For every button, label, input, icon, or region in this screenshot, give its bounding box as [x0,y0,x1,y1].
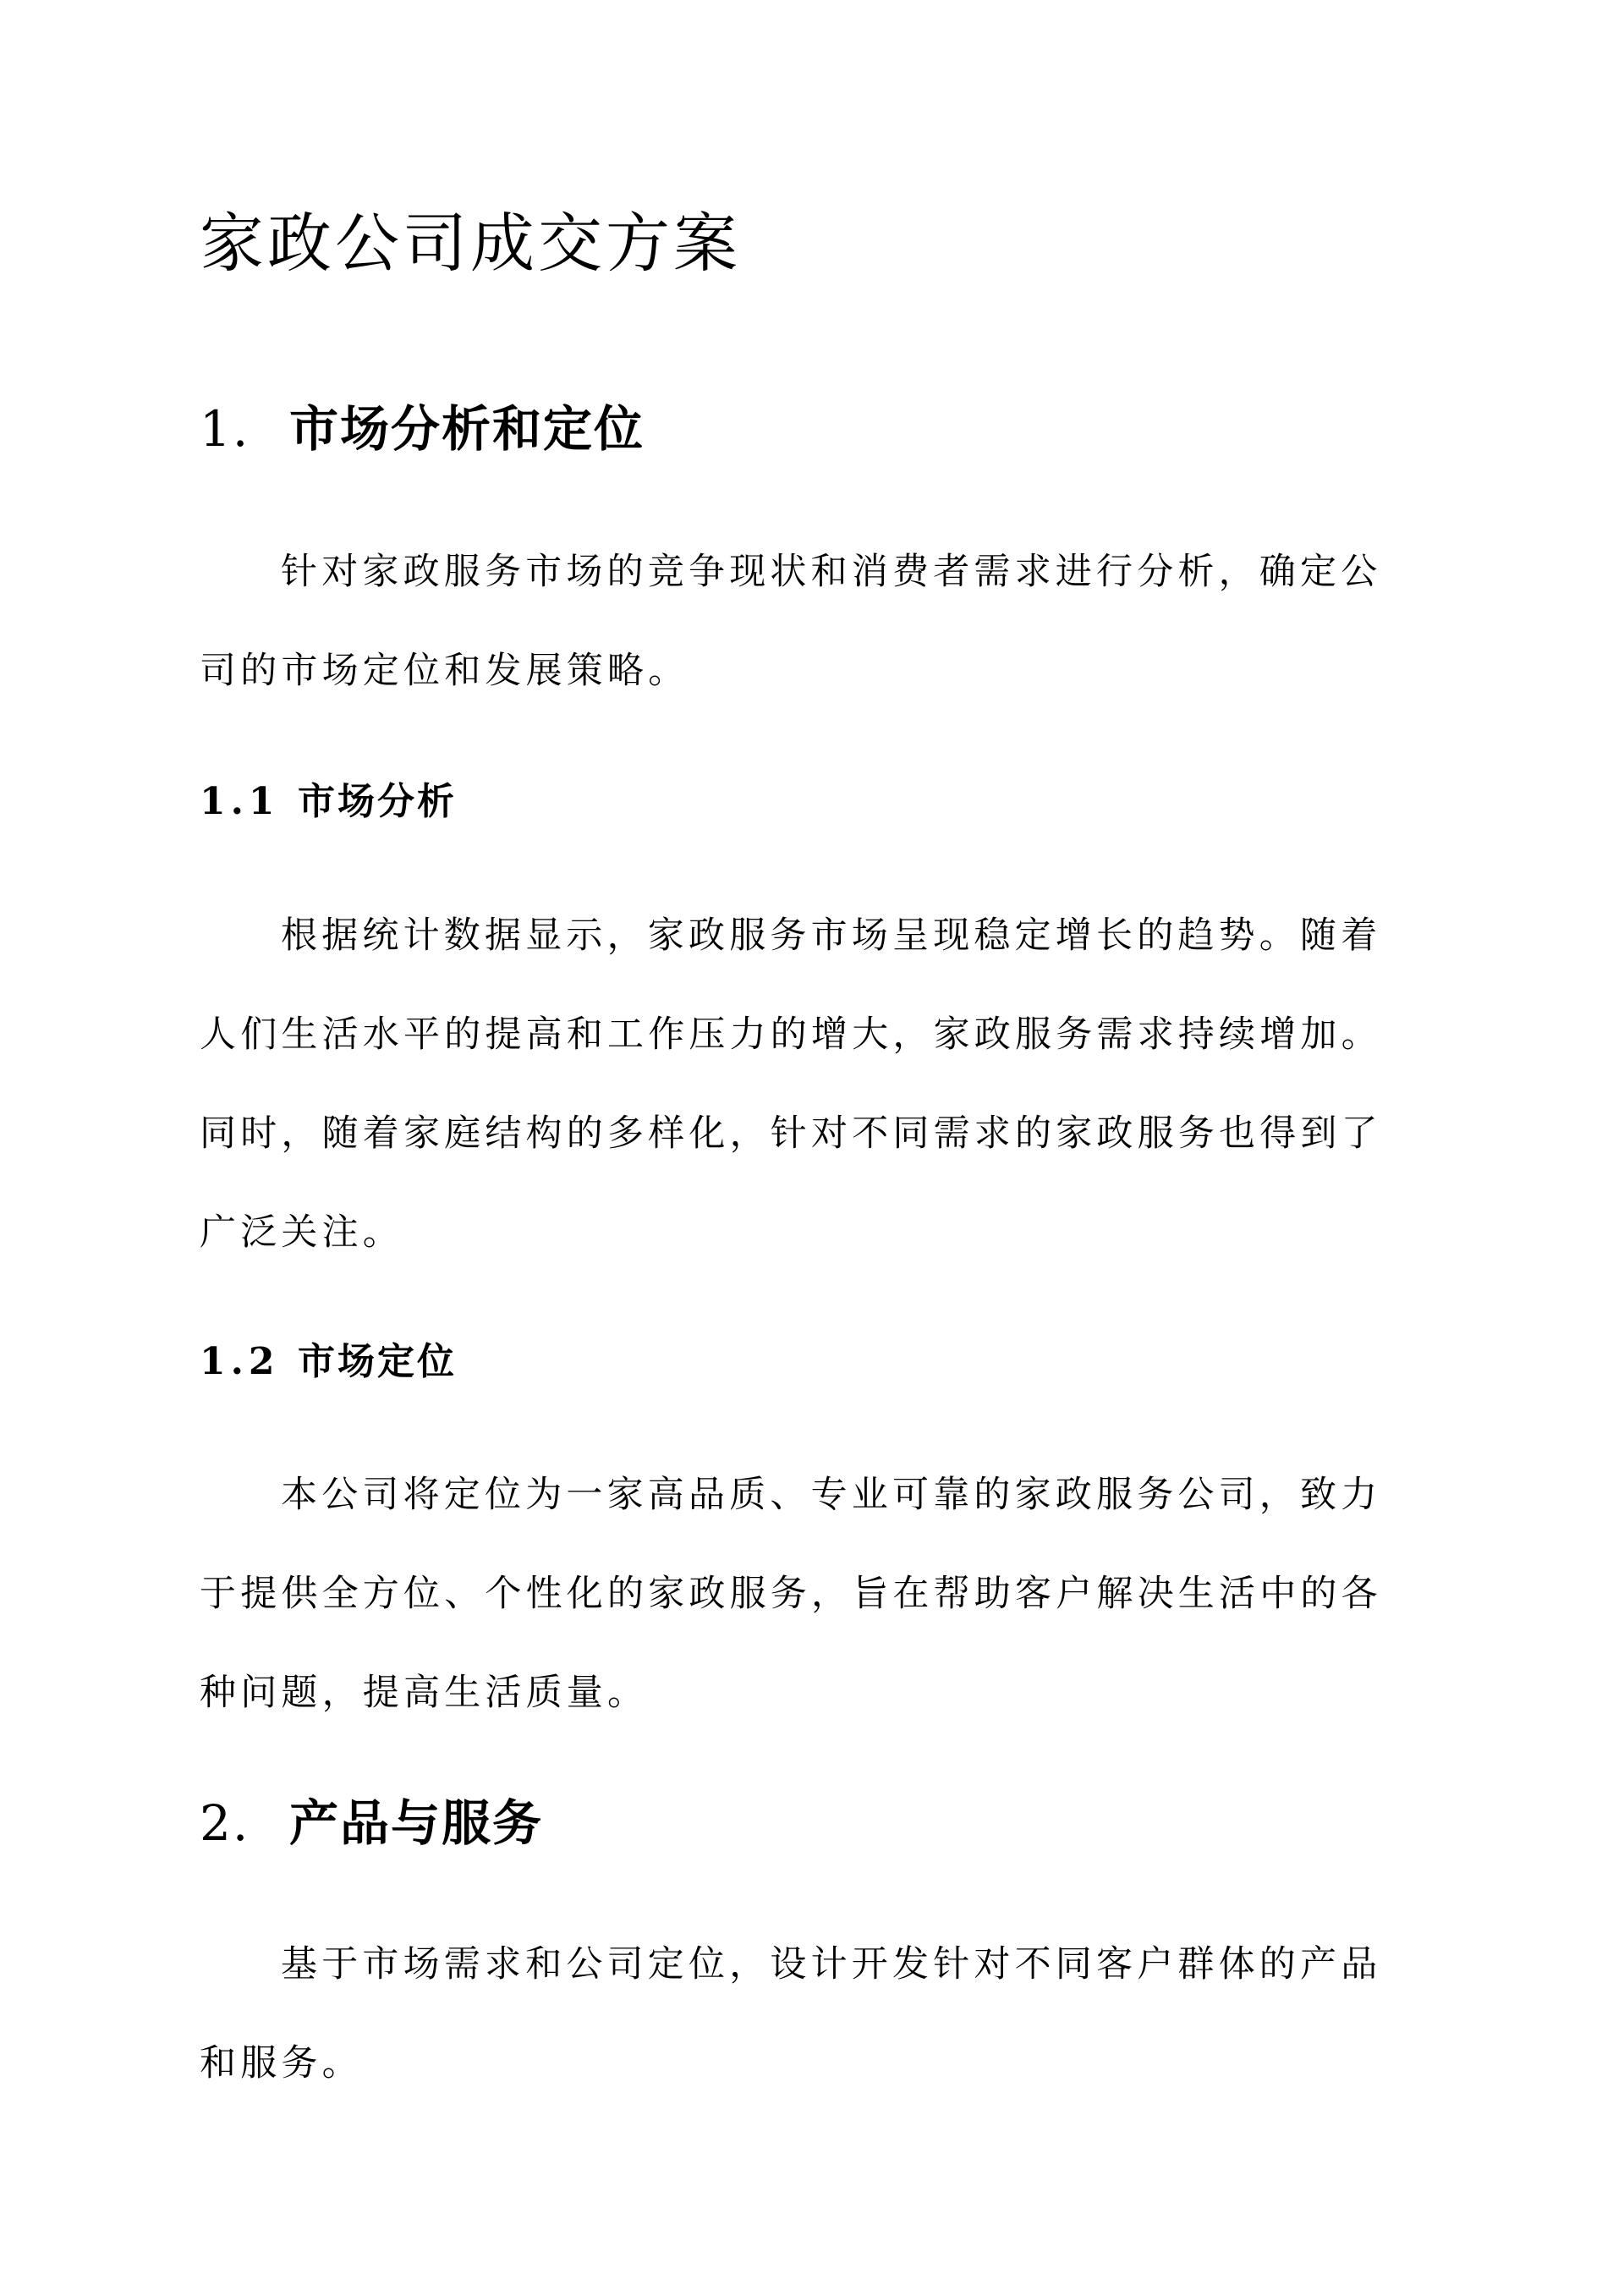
paragraph-line: 广泛关注。 [200,1211,403,1254]
section-2-heading [200,1789,543,1857]
paragraph-line: 司的市场定位和发展策略。 [200,650,689,692]
paragraph-line: 同时，随着家庭结构的多样化，针对不同需求的家政服务也得到了 [200,1112,1382,1155]
subsection-1-1-paragraph [200,887,1382,1283]
paragraph-line: 本公司将定位为一家高品质、专业可靠的家政服务公司，致力 [281,1474,1382,1516]
section-2-number: 2. [200,1794,250,1852]
section-2-title: 产品与服务 [289,1794,544,1852]
subsection-1-1-title: 市场分析 [298,780,457,823]
section-1-title: 市场分析和定位 [289,400,645,458]
paragraph-line: 针对家政服务市场的竞争现状和消费者需求进行分析，确定公 [281,551,1382,593]
paragraph-line: 基于市场需求和公司定位，设计开发针对不同客户群体的产品 [281,1943,1382,1986]
section-1-heading [200,395,645,463]
subsection-1-2-title: 市场定位 [298,1340,457,1383]
subsection-1-1-heading [200,777,457,827]
paragraph-line: 人们生活水平的提高和工作压力的增大，家政服务需求持续增加。 [200,1013,1382,1056]
subsection-1-2-paragraph [200,1446,1382,1743]
subsection-1-2-heading [200,1337,457,1387]
document-title: 家政公司成交方案 [200,206,741,281]
paragraph-line: 根据统计数据显示，家政服务市场呈现稳定增长的趋势。随着 [281,915,1382,957]
paragraph-line: 种问题，提高生活质量。 [200,1672,649,1714]
section-2-intro [200,1915,1381,2113]
paragraph-line: 和服务。 [200,2042,363,2085]
subsection-1-2-number: 1.2 [200,1340,280,1383]
paragraph-line: 于提供全方位、个性化的家政服务，旨在帮助客户解决生活中的各 [200,1573,1382,1615]
section-1-intro [200,523,1381,721]
subsection-1-1-number: 1.1 [200,780,280,823]
section-1-number: 1. [200,400,250,458]
